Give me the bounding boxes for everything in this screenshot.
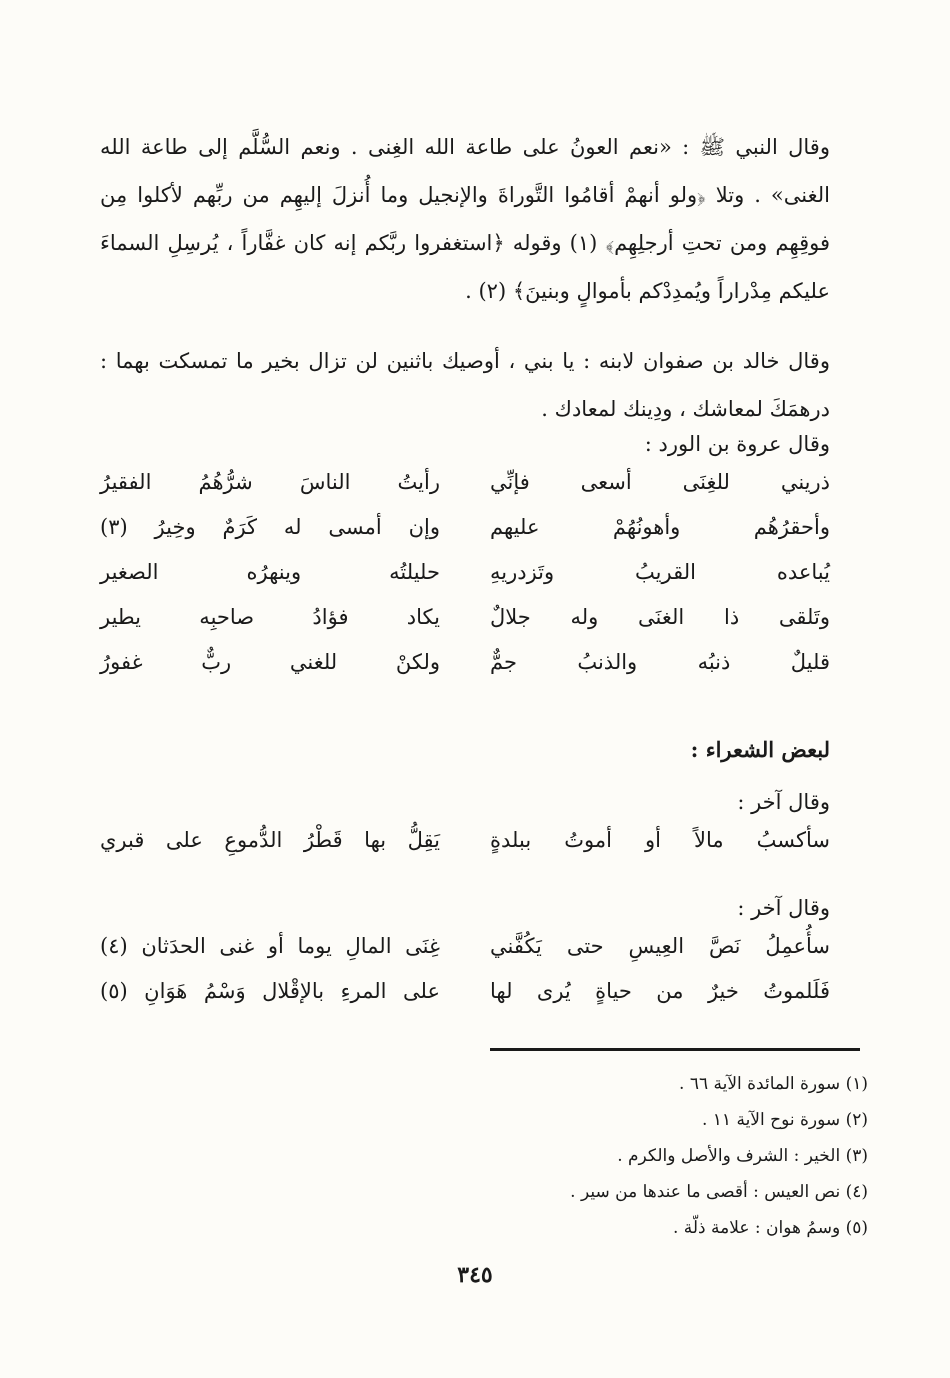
verse-line bbox=[100, 828, 830, 873]
verse-line bbox=[100, 560, 830, 605]
verse-second-hemistich: يَقِلُّ بها قَطْرُ الدُّموعِ على قبري bbox=[100, 828, 440, 852]
verse-first-hemistich: وتَلقى ذا الغنَى وله جلالٌ bbox=[490, 605, 830, 629]
verse-second-hemistich: حليلتُه وينهرُه الصغير bbox=[100, 560, 440, 584]
footnote: (٢) سورة نوح الآية ١١ . bbox=[701, 1110, 868, 1130]
verse-first-hemistich: يُباعده القريبُ وتَزدريهِ bbox=[490, 560, 830, 584]
verse-first-hemistich: قليلٌ ذنبُه والذنبُ جمٌّ bbox=[490, 650, 830, 674]
verse-first-hemistich: ذريني للغِنَى أسعى فإنِّي bbox=[490, 470, 830, 494]
verse-second-hemistich: غِنَى المالِ يوما أو غنى الحدَثان (٤) bbox=[100, 934, 440, 958]
verse-first-hemistich: سأكسبُ مالاً أو أموتُ ببلدةٍ bbox=[490, 828, 830, 852]
footnotes bbox=[88, 1066, 868, 1246]
verse-line bbox=[100, 605, 830, 650]
urwa-poem bbox=[100, 470, 830, 695]
urwa-heading: وقال عروة بن الورد : bbox=[644, 432, 830, 456]
page-number: ٣٤٥ bbox=[457, 1262, 493, 1288]
another-poet-heading-2: وقال آخر : bbox=[737, 896, 830, 920]
footnote: (٤) نص العيس : أقصى ما عندها من سير . bbox=[570, 1182, 868, 1202]
paragraph-khalid-bin-safwan: وقال خالد بن صفوان لابنه : يا بني ، أوصيك باثنين لن تزال بخير ما تمسكت بهما : درهمَكَ لمعاشك ، ودِينك لمعادك . bbox=[100, 349, 830, 421]
verse-first-hemistich: وأحقرُهُم وأهونُهُمْ عليهم bbox=[490, 515, 830, 539]
verse-line bbox=[100, 934, 830, 979]
verse-first-hemistich: فَلَلموتُ خيرٌ من حياةٍ يُرى لها bbox=[490, 979, 830, 1003]
verse-line bbox=[100, 515, 830, 560]
footnote: (٥) وسمُ هوان : علامة ذلّة . bbox=[672, 1218, 868, 1238]
footnote-separator bbox=[490, 1048, 860, 1051]
verse-line bbox=[100, 650, 830, 695]
another-poet-verses-2 bbox=[100, 934, 830, 1024]
verse-line bbox=[100, 470, 830, 515]
verse-line bbox=[100, 979, 830, 1024]
verse-second-hemistich: رأيتُ الناسَ شرُّهُمُ الفقيرُ bbox=[100, 470, 440, 494]
verse-second-hemistich: على المرءِ بالإقْلال وَسْمُ هَوَانِ (٥) bbox=[100, 979, 440, 1003]
verse-second-hemistich: وإن أمسى له كَرَمٌ وخِيرُ (٣) bbox=[100, 515, 440, 539]
some-poets-heading: لبعض الشعراء : bbox=[690, 737, 830, 762]
paragraph-prophet-hadith: وقال النبي ﷺ : «نعم العونُ على طاعة الله الغِنى . ونعم السُّلَّم إلى طاعة الله الغنى» . وتلا ﴿ولو أنهمْ أقامُوا التَّوراةَ والإنجيل وما أُنزلَ إليهِم من ربِّهم لأكلوا مِن فوقِهِم ومن تحتِ أرجلِهِم﴾ (١) وقوله ﴿استغفروا ربَّكم إنه كان غفَّاراً ، يُرسِلِ السماءَ عليكم مِدْراراً ويُمدِدْكم بأموالٍ وبنينَ﴾ (٢) . bbox=[100, 135, 830, 303]
verse-first-hemistich: سأُعمِلُ نَصَّ العِيسِ حتى يَكُفَّني bbox=[490, 934, 830, 958]
verse-second-hemistich: ولكنْ للغني ربٌّ غفورُ bbox=[100, 650, 440, 674]
footnote: (٣) الخير : الشرف والأصل والكرم . bbox=[617, 1146, 868, 1166]
another-poet-verse bbox=[100, 828, 830, 873]
another-poet-heading: وقال آخر : bbox=[737, 790, 830, 814]
footnote: (١) سورة المائدة الآية ٦٦ . bbox=[679, 1074, 868, 1094]
verse-second-hemistich: يكاد فؤادُ صاحبِه يطير bbox=[100, 605, 440, 629]
